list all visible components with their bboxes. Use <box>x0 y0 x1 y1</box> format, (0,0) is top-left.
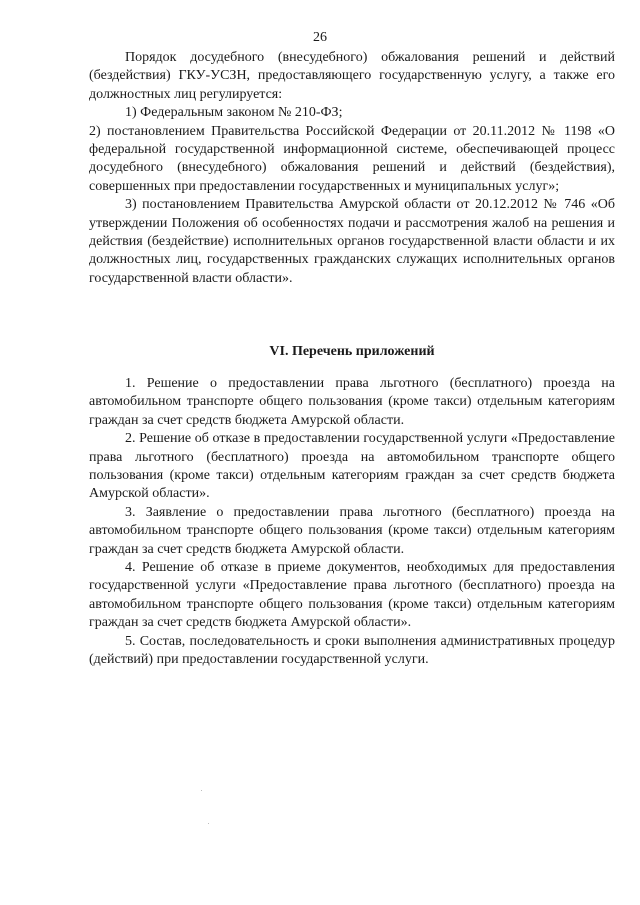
appendix-item-4: 4. Решение об отказе в приеме документов, необходимых для предоставления государственной услуги «Предоставление права льготного (бесплатного) проезда на автомобильном транспорте общего пользования (кроме такси) отдельным категориям граждан за счет средств бюджета Амурской области». <box>89 560 615 631</box>
appendix-item-3: 3. Заявление о предоставлении права льготного (бесплатного) проезда на автомобильном транспорте общего пользования (кроме такси) отдельным категориям граждан за счет средств бюджета Амурской области. <box>89 504 615 557</box>
intro-paragraph: Порядок досудебного (внесудебного) обжалования решений и действий (бездействия) ГКУ-УСЗН, предоставляющего государственную услугу, а также его должностных лиц регулируется: <box>89 50 615 102</box>
law-item-2: 2) постановлением Правительства Российской Федерации от 20.11.2012 № 1198 «О федеральной государственной информационной системе, обеспечивающей процесс досудебного (внесудебного) обжалования решений и действий (бездействия), совершенных при предоставлении государственных и муниципальных услуг»; <box>89 123 615 194</box>
scan-speck <box>201 790 202 791</box>
appendix-item-5: 5. Состав, последовательность и сроки выполнения административных процедур (действий) при предоставлении государственной услуги. <box>89 633 615 668</box>
appendix-item-1: 1. Решение о предоставлении права льготного (бесплатного) проезда на автомобильном транспорте общего пользования (кроме такси) отдельным категориям граждан за счет средств бюджета Амурской области. <box>89 376 615 428</box>
page-number: 26 <box>313 30 327 45</box>
law-item-1: 1) Федеральным законом № 210-ФЗ; <box>125 105 343 121</box>
scan-speck <box>208 823 209 824</box>
appendix-list <box>89 375 615 670</box>
legal-basis-section <box>89 49 615 288</box>
law-item-3: 3) постановлением Правительства Амурской области от 20.12.2012 № 746 «Об утверждении Положения об особенностях подачи и рассмотрения жалоб на решения и действия (бездействие) исполнительных органов государственной власти области и их должностных лиц, государственных гражданских служащих исполнительных органов государственной власти области». <box>89 197 615 286</box>
section-heading: VI. Перечень приложений <box>269 344 435 359</box>
appendix-item-2: 2. Решение об отказе в предоставлении государственной услуги «Предоставление права льготного (бесплатного) проезда на автомобильном транспорте общего пользования (кроме такси) отдельным категориям граждан за счет средств бюджета Амурской области». <box>89 431 615 502</box>
